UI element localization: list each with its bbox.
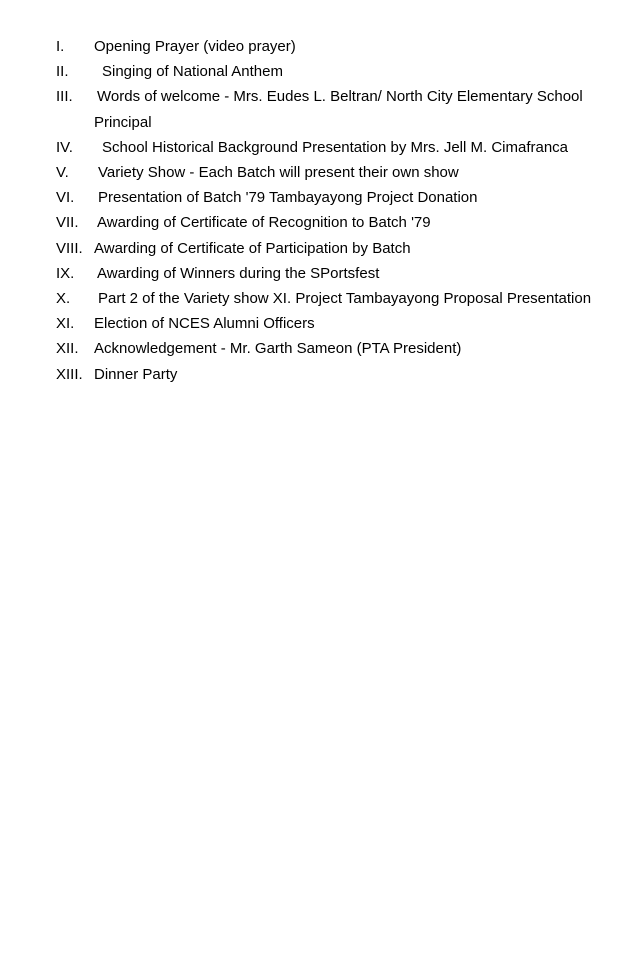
item-number: IV. xyxy=(56,138,73,156)
item-number: VI. xyxy=(56,189,75,207)
item-number: X. xyxy=(56,290,71,308)
program-item xyxy=(56,59,616,84)
program-item xyxy=(56,261,616,286)
item-text: Opening Prayer (video prayer) xyxy=(94,38,296,55)
program-list xyxy=(56,34,616,387)
item-text: Presentation of Batch '79 Tambayayong Project Donation xyxy=(98,189,478,207)
program-item xyxy=(56,84,616,134)
item-number: XII. xyxy=(56,340,79,358)
item-number: VII. xyxy=(56,214,79,232)
item-text: Awarding of Certificate of Recognition to Batch '79 xyxy=(97,214,431,232)
item-text: Part 2 of the Variety show XI. Project Tambayayong Proposal Presentation xyxy=(98,290,592,308)
item-text: Election of NCES Alumni Officers xyxy=(94,315,315,333)
item-text: Variety Show - Each Batch will present their own show xyxy=(98,164,459,182)
item-number: IX. xyxy=(56,264,75,282)
item-number: XI. xyxy=(56,315,75,333)
program-item xyxy=(56,160,616,185)
item-text: Acknowledgement - Mr. Garth Sameon (PTA President) xyxy=(94,340,462,358)
item-text: Awarding of Winners during the SPortsfest xyxy=(97,264,380,282)
program-item xyxy=(56,336,616,361)
program-item xyxy=(56,286,616,311)
program-item xyxy=(56,210,616,235)
item-text: School Historical Background Presentation by Mrs. Jell M. Cimafranca xyxy=(102,138,569,156)
program-item xyxy=(56,34,616,59)
item-text: Dinner Party xyxy=(94,365,178,383)
program-item xyxy=(56,236,616,261)
item-text: Awarding of Certificate of Participation by Batch xyxy=(94,239,411,257)
item-number: II. xyxy=(56,63,69,81)
item-number: VIII. xyxy=(56,239,83,257)
item-number: XIII. xyxy=(56,365,83,383)
item-text-wrapper xyxy=(94,84,616,134)
item-number: I. xyxy=(56,38,65,55)
program-item xyxy=(56,311,616,336)
program-item xyxy=(56,135,616,160)
item-text: Words of welcome - Mrs. Eudes L. Beltran/ North City Elementary School xyxy=(97,88,583,106)
item-number: V. xyxy=(56,164,69,182)
item-text: Singing of National Anthem xyxy=(102,63,283,81)
program-item xyxy=(56,185,616,210)
program-item xyxy=(56,362,616,387)
item-number: III. xyxy=(56,88,73,106)
item-text-continuation: Principal xyxy=(94,113,152,131)
